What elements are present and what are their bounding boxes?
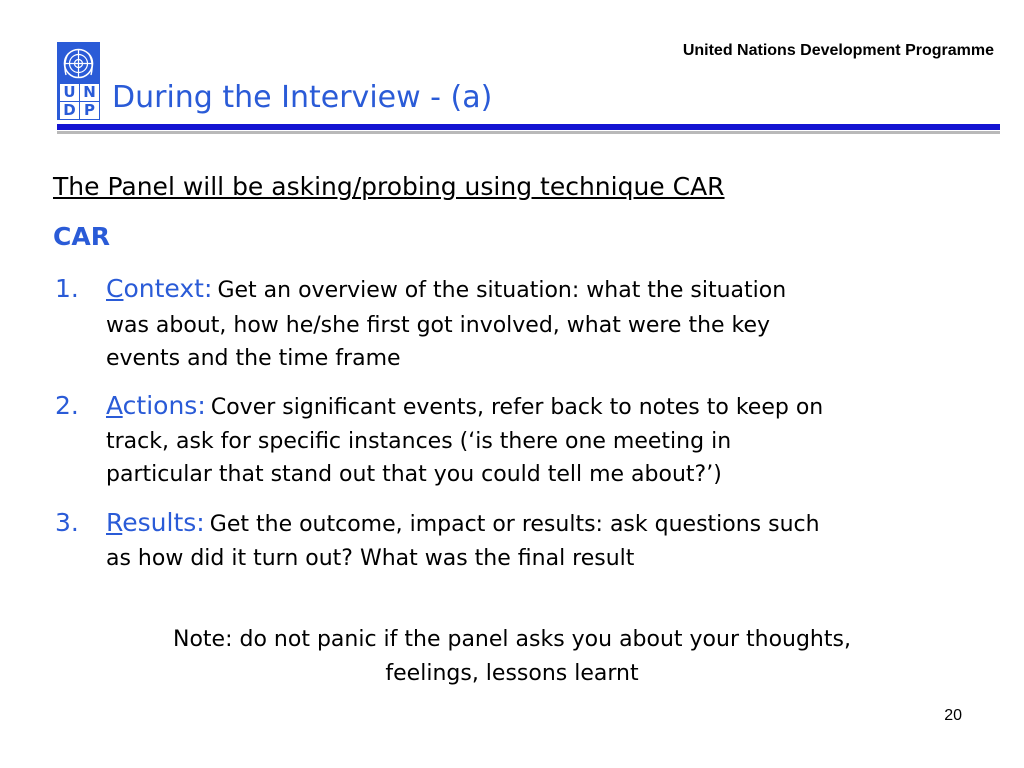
item-text-line: Cover significant events, refer back to notes to keep on: [210, 395, 824, 420]
undp-logo: [57, 42, 100, 120]
logo-letter-p: P: [80, 102, 99, 119]
item-number: 3.: [55, 508, 79, 537]
un-emblem-icon: [60, 45, 97, 82]
item-initial: C: [106, 274, 124, 303]
item-number: 2.: [55, 391, 79, 420]
page-number: 20: [944, 707, 962, 724]
title-rule: [57, 124, 1000, 130]
item-initial: R: [106, 508, 123, 537]
item-text-line: track, ask for specific instances (‘is there one meeting in: [106, 429, 732, 454]
item-heading: [106, 274, 212, 303]
item-heading: [106, 391, 206, 420]
slide-title: During the Interview - (a): [112, 80, 493, 115]
item-text-line: Get the outcome, impact or results: ask questions such: [209, 512, 820, 537]
item-heading-rest: ontext:: [123, 274, 213, 303]
organization-name: United Nations Development Programme: [682, 42, 994, 59]
list-item-results: [106, 508, 820, 537]
item-text-line: as how did it turn out? What was the final result: [106, 546, 635, 571]
item-heading-rest: esults:: [122, 508, 205, 537]
logo-letter-n: N: [80, 84, 99, 101]
logo-letter-d: D: [60, 102, 79, 119]
item-text-line: was about, how he/she first got involved, what were the key: [106, 313, 771, 338]
item-initial: A: [106, 391, 123, 420]
title-rule-shadow: [57, 131, 1000, 134]
logo-letter-u: U: [60, 84, 79, 101]
acronym-heading: CAR: [53, 222, 110, 251]
item-text-line: particular that stand out that you could tell me about?’): [106, 462, 722, 487]
list-item-actions: [106, 391, 823, 420]
item-heading-rest: ctions:: [122, 391, 206, 420]
note-line: feelings, lessons learnt: [385, 661, 639, 686]
item-heading: [106, 508, 205, 537]
item-text-line: Get an overview of the situation: what the situation: [217, 278, 787, 303]
slide-subtitle: The Panel will be asking/probing using technique CAR: [53, 172, 725, 201]
item-number: 1.: [55, 274, 79, 303]
note-line: Note: do not panic if the panel asks you about your thoughts,: [173, 627, 851, 652]
list-item-context: [106, 274, 786, 303]
item-text-line: events and the time frame: [106, 346, 401, 371]
